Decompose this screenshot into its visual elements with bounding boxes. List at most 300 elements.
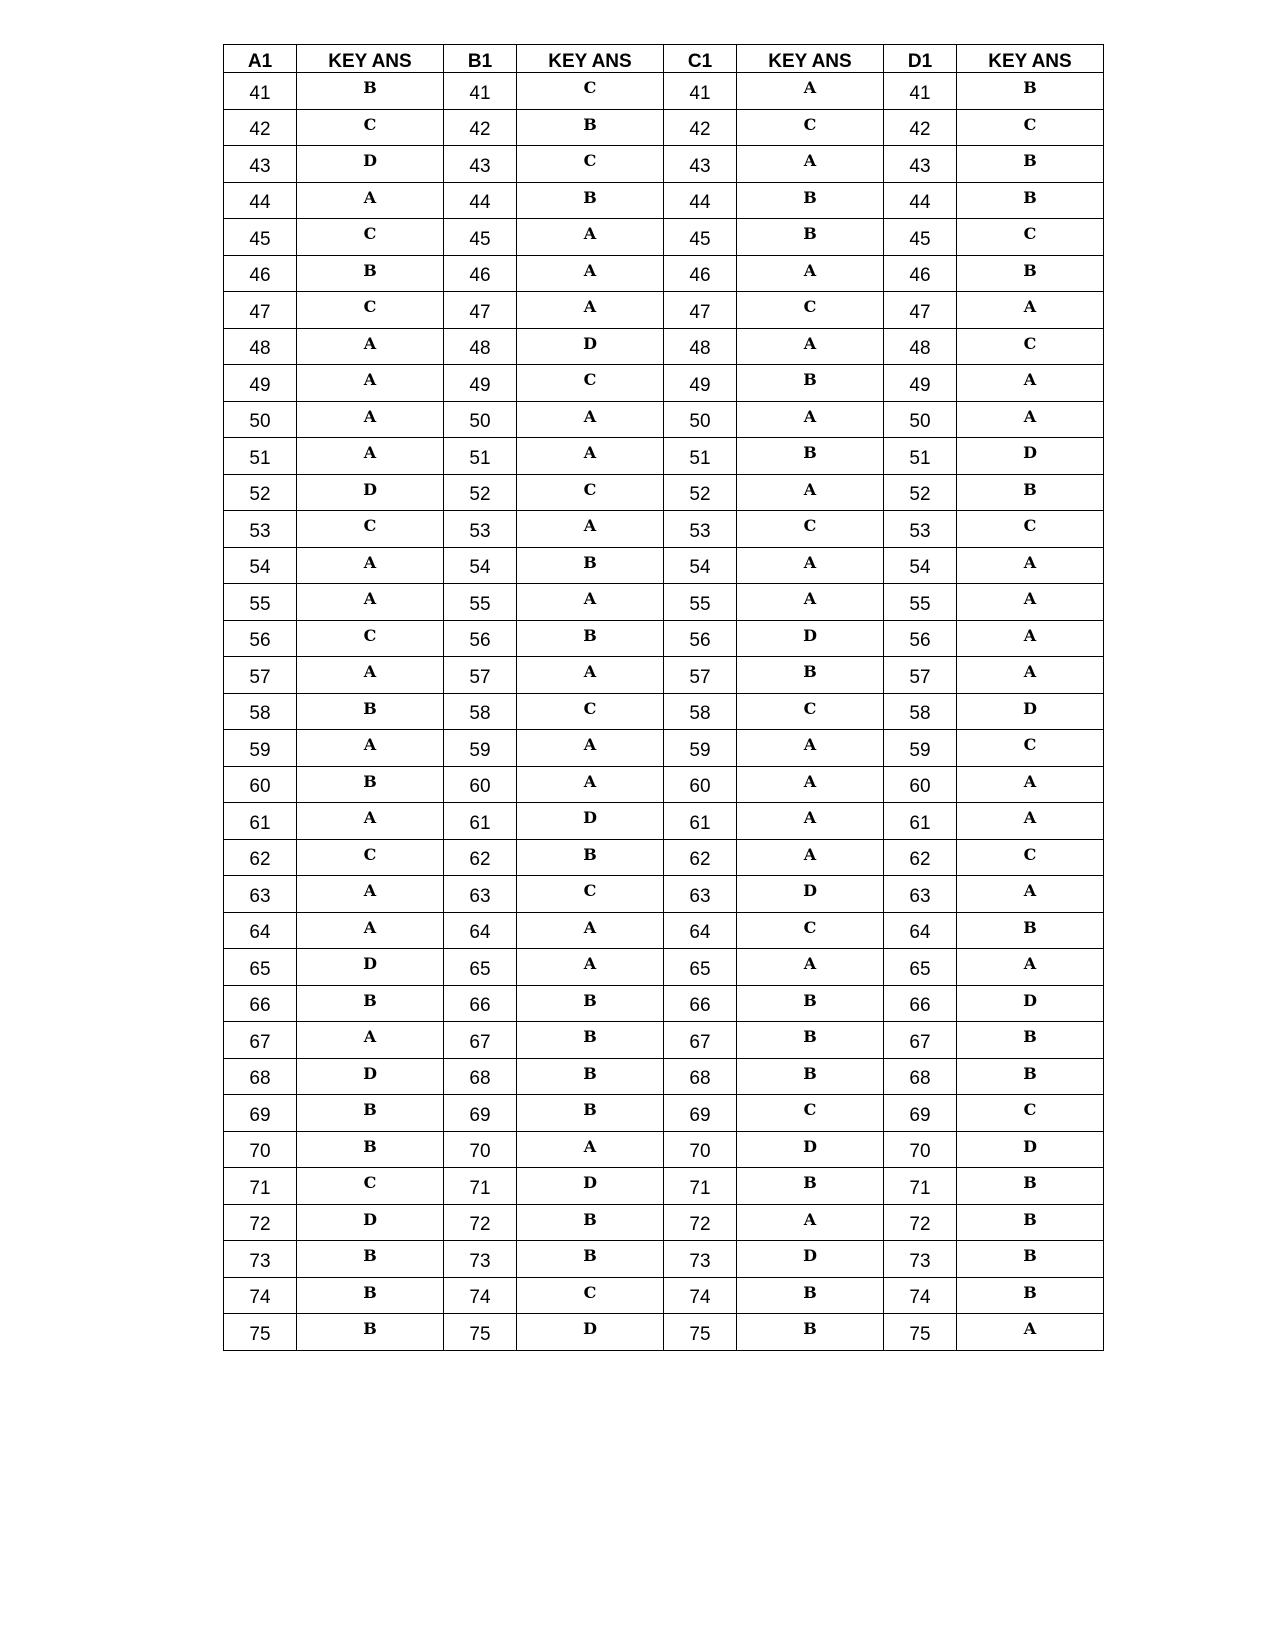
question-number-c1: 59 bbox=[664, 730, 737, 767]
key-answer-c1: C bbox=[737, 693, 884, 730]
key-answer-a1: B bbox=[297, 693, 444, 730]
question-number-c1: 46 bbox=[664, 255, 737, 292]
question-number-c1: 66 bbox=[664, 985, 737, 1022]
question-number-c1: 42 bbox=[664, 109, 737, 146]
question-number-a1: 58 bbox=[224, 693, 297, 730]
key-answer-c1: A bbox=[737, 73, 884, 110]
key-answer-b1: B bbox=[517, 985, 664, 1022]
key-answer-c1: B bbox=[737, 1058, 884, 1095]
key-answer-b1: A bbox=[517, 949, 664, 986]
question-number-d1: 45 bbox=[884, 219, 957, 256]
question-number-b1: 63 bbox=[444, 876, 517, 913]
key-answer-b1: A bbox=[517, 766, 664, 803]
key-answer-c1: B bbox=[737, 1022, 884, 1059]
header-key-ans-a1: KEY ANS bbox=[297, 45, 444, 73]
question-number-c1: 67 bbox=[664, 1022, 737, 1059]
question-number-a1: 66 bbox=[224, 985, 297, 1022]
table-row bbox=[224, 1022, 1104, 1059]
question-number-b1: 50 bbox=[444, 401, 517, 438]
key-answer-c1: B bbox=[737, 1314, 884, 1351]
question-number-d1: 60 bbox=[884, 766, 957, 803]
question-number-d1: 66 bbox=[884, 985, 957, 1022]
question-number-b1: 52 bbox=[444, 474, 517, 511]
question-number-d1: 68 bbox=[884, 1058, 957, 1095]
table-row bbox=[224, 1058, 1104, 1095]
key-answer-a1: B bbox=[297, 1277, 444, 1314]
key-answer-b1: B bbox=[517, 109, 664, 146]
question-number-a1: 56 bbox=[224, 620, 297, 657]
table-row bbox=[224, 985, 1104, 1022]
key-answer-d1: D bbox=[957, 693, 1104, 730]
question-number-d1: 72 bbox=[884, 1204, 957, 1241]
key-answer-a1: A bbox=[297, 730, 444, 767]
key-answer-b1: B bbox=[517, 1204, 664, 1241]
question-number-b1: 48 bbox=[444, 328, 517, 365]
question-number-b1: 61 bbox=[444, 803, 517, 840]
key-answer-d1: B bbox=[957, 182, 1104, 219]
key-answer-c1: A bbox=[737, 146, 884, 183]
question-number-c1: 55 bbox=[664, 584, 737, 621]
key-answer-c1: B bbox=[737, 219, 884, 256]
key-answer-a1: A bbox=[297, 584, 444, 621]
key-answer-a1: C bbox=[297, 620, 444, 657]
key-answer-d1: B bbox=[957, 1168, 1104, 1205]
key-answer-c1: C bbox=[737, 292, 884, 329]
header-set-b1: B1 bbox=[444, 45, 517, 73]
key-answer-a1: B bbox=[297, 1131, 444, 1168]
table-row bbox=[224, 657, 1104, 694]
question-number-a1: 44 bbox=[224, 182, 297, 219]
question-number-d1: 53 bbox=[884, 511, 957, 548]
question-number-c1: 71 bbox=[664, 1168, 737, 1205]
question-number-c1: 51 bbox=[664, 438, 737, 475]
key-answer-d1: A bbox=[957, 547, 1104, 584]
question-number-b1: 55 bbox=[444, 584, 517, 621]
table-row bbox=[224, 146, 1104, 183]
key-answer-d1: C bbox=[957, 1095, 1104, 1132]
key-answer-b1: D bbox=[517, 1314, 664, 1351]
question-number-b1: 45 bbox=[444, 219, 517, 256]
question-number-d1: 46 bbox=[884, 255, 957, 292]
key-answer-d1: A bbox=[957, 949, 1104, 986]
key-answer-d1: C bbox=[957, 328, 1104, 365]
key-answer-c1: D bbox=[737, 1241, 884, 1278]
table-row bbox=[224, 1277, 1104, 1314]
key-answer-b1: A bbox=[517, 912, 664, 949]
key-answer-c1: C bbox=[737, 511, 884, 548]
question-number-c1: 56 bbox=[664, 620, 737, 657]
key-answer-c1: A bbox=[737, 803, 884, 840]
key-answer-a1: A bbox=[297, 438, 444, 475]
key-answer-d1: A bbox=[957, 620, 1104, 657]
key-answer-b1: A bbox=[517, 438, 664, 475]
key-answer-c1: A bbox=[737, 1204, 884, 1241]
key-answer-d1: A bbox=[957, 876, 1104, 913]
question-number-a1: 69 bbox=[224, 1095, 297, 1132]
table-row bbox=[224, 1314, 1104, 1351]
key-answer-b1: A bbox=[517, 401, 664, 438]
question-number-a1: 47 bbox=[224, 292, 297, 329]
key-answer-b1: A bbox=[517, 255, 664, 292]
question-number-d1: 70 bbox=[884, 1131, 957, 1168]
table-row bbox=[224, 182, 1104, 219]
question-number-a1: 46 bbox=[224, 255, 297, 292]
question-number-c1: 43 bbox=[664, 146, 737, 183]
question-number-a1: 74 bbox=[224, 1277, 297, 1314]
question-number-b1: 65 bbox=[444, 949, 517, 986]
key-answer-d1: B bbox=[957, 1241, 1104, 1278]
question-number-c1: 73 bbox=[664, 1241, 737, 1278]
key-answer-b1: B bbox=[517, 620, 664, 657]
question-number-c1: 58 bbox=[664, 693, 737, 730]
table-row bbox=[224, 547, 1104, 584]
key-answer-d1: B bbox=[957, 1022, 1104, 1059]
key-answer-b1: A bbox=[517, 511, 664, 548]
question-number-b1: 73 bbox=[444, 1241, 517, 1278]
question-number-a1: 67 bbox=[224, 1022, 297, 1059]
question-number-c1: 60 bbox=[664, 766, 737, 803]
question-number-c1: 47 bbox=[664, 292, 737, 329]
question-number-d1: 44 bbox=[884, 182, 957, 219]
question-number-a1: 61 bbox=[224, 803, 297, 840]
key-answer-d1: C bbox=[957, 109, 1104, 146]
key-answer-b1: D bbox=[517, 803, 664, 840]
table-row bbox=[224, 620, 1104, 657]
table-row bbox=[224, 109, 1104, 146]
key-answer-d1: C bbox=[957, 839, 1104, 876]
key-answer-c1: B bbox=[737, 1277, 884, 1314]
key-answer-b1: D bbox=[517, 328, 664, 365]
question-number-a1: 48 bbox=[224, 328, 297, 365]
question-number-b1: 69 bbox=[444, 1095, 517, 1132]
question-number-b1: 70 bbox=[444, 1131, 517, 1168]
question-number-a1: 59 bbox=[224, 730, 297, 767]
key-answer-c1: B bbox=[737, 365, 884, 402]
question-number-d1: 73 bbox=[884, 1241, 957, 1278]
key-answer-b1: A bbox=[517, 584, 664, 621]
question-number-a1: 64 bbox=[224, 912, 297, 949]
table-row bbox=[224, 584, 1104, 621]
key-answer-c1: B bbox=[737, 182, 884, 219]
question-number-b1: 59 bbox=[444, 730, 517, 767]
table-row bbox=[224, 1131, 1104, 1168]
table-row bbox=[224, 73, 1104, 110]
question-number-c1: 74 bbox=[664, 1277, 737, 1314]
table-row bbox=[224, 1095, 1104, 1132]
table-row bbox=[224, 328, 1104, 365]
question-number-b1: 71 bbox=[444, 1168, 517, 1205]
question-number-c1: 68 bbox=[664, 1058, 737, 1095]
table-header bbox=[224, 45, 1104, 73]
key-answer-a1: A bbox=[297, 401, 444, 438]
table-row bbox=[224, 219, 1104, 256]
answer-key-table bbox=[223, 44, 1104, 1351]
table-row bbox=[224, 438, 1104, 475]
header-set-a1: A1 bbox=[224, 45, 297, 73]
question-number-c1: 41 bbox=[664, 73, 737, 110]
key-answer-d1: C bbox=[957, 511, 1104, 548]
question-number-b1: 46 bbox=[444, 255, 517, 292]
key-answer-d1: A bbox=[957, 803, 1104, 840]
key-answer-b1: B bbox=[517, 839, 664, 876]
key-answer-c1: B bbox=[737, 985, 884, 1022]
table-row bbox=[224, 839, 1104, 876]
key-answer-b1: B bbox=[517, 547, 664, 584]
key-answer-c1: A bbox=[737, 474, 884, 511]
question-number-d1: 41 bbox=[884, 73, 957, 110]
question-number-d1: 64 bbox=[884, 912, 957, 949]
table-row bbox=[224, 365, 1104, 402]
question-number-d1: 50 bbox=[884, 401, 957, 438]
question-number-a1: 53 bbox=[224, 511, 297, 548]
question-number-a1: 55 bbox=[224, 584, 297, 621]
key-answer-c1: A bbox=[737, 328, 884, 365]
question-number-c1: 45 bbox=[664, 219, 737, 256]
key-answer-d1: B bbox=[957, 1204, 1104, 1241]
table-row bbox=[224, 1204, 1104, 1241]
key-answer-b1: D bbox=[517, 1168, 664, 1205]
key-answer-d1: A bbox=[957, 292, 1104, 329]
key-answer-d1: D bbox=[957, 1131, 1104, 1168]
key-answer-d1: B bbox=[957, 912, 1104, 949]
key-answer-d1: A bbox=[957, 401, 1104, 438]
header-set-d1: D1 bbox=[884, 45, 957, 73]
key-answer-b1: B bbox=[517, 182, 664, 219]
question-number-b1: 66 bbox=[444, 985, 517, 1022]
question-number-c1: 65 bbox=[664, 949, 737, 986]
key-answer-b1: B bbox=[517, 1095, 664, 1132]
question-number-b1: 58 bbox=[444, 693, 517, 730]
question-number-a1: 49 bbox=[224, 365, 297, 402]
key-answer-c1: A bbox=[737, 547, 884, 584]
key-answer-d1: B bbox=[957, 73, 1104, 110]
question-number-d1: 69 bbox=[884, 1095, 957, 1132]
question-number-b1: 68 bbox=[444, 1058, 517, 1095]
key-answer-a1: A bbox=[297, 1022, 444, 1059]
question-number-d1: 57 bbox=[884, 657, 957, 694]
question-number-a1: 62 bbox=[224, 839, 297, 876]
key-answer-a1: D bbox=[297, 146, 444, 183]
key-answer-a1: C bbox=[297, 1168, 444, 1205]
key-answer-d1: A bbox=[957, 766, 1104, 803]
key-answer-b1: C bbox=[517, 146, 664, 183]
question-number-b1: 49 bbox=[444, 365, 517, 402]
key-answer-d1: B bbox=[957, 1277, 1104, 1314]
question-number-b1: 62 bbox=[444, 839, 517, 876]
key-answer-d1: A bbox=[957, 657, 1104, 694]
question-number-d1: 49 bbox=[884, 365, 957, 402]
header-row bbox=[224, 45, 1104, 73]
key-answer-c1: A bbox=[737, 401, 884, 438]
key-answer-a1: A bbox=[297, 876, 444, 913]
question-number-c1: 69 bbox=[664, 1095, 737, 1132]
key-answer-c1: D bbox=[737, 876, 884, 913]
question-number-c1: 48 bbox=[664, 328, 737, 365]
question-number-d1: 61 bbox=[884, 803, 957, 840]
key-answer-d1: D bbox=[957, 985, 1104, 1022]
table-row bbox=[224, 730, 1104, 767]
key-answer-a1: C bbox=[297, 109, 444, 146]
key-answer-d1: A bbox=[957, 365, 1104, 402]
key-answer-b1: B bbox=[517, 1022, 664, 1059]
table-row bbox=[224, 693, 1104, 730]
question-number-d1: 54 bbox=[884, 547, 957, 584]
question-number-b1: 42 bbox=[444, 109, 517, 146]
key-answer-c1: D bbox=[737, 620, 884, 657]
question-number-c1: 54 bbox=[664, 547, 737, 584]
table-row bbox=[224, 292, 1104, 329]
key-answer-d1: C bbox=[957, 730, 1104, 767]
table-row bbox=[224, 255, 1104, 292]
question-number-a1: 43 bbox=[224, 146, 297, 183]
table-row bbox=[224, 912, 1104, 949]
question-number-a1: 41 bbox=[224, 73, 297, 110]
question-number-a1: 72 bbox=[224, 1204, 297, 1241]
question-number-a1: 51 bbox=[224, 438, 297, 475]
key-answer-b1: A bbox=[517, 1131, 664, 1168]
question-number-c1: 64 bbox=[664, 912, 737, 949]
key-answer-a1: C bbox=[297, 511, 444, 548]
table-row bbox=[224, 803, 1104, 840]
question-number-d1: 62 bbox=[884, 839, 957, 876]
question-number-b1: 67 bbox=[444, 1022, 517, 1059]
question-number-c1: 53 bbox=[664, 511, 737, 548]
key-answer-d1: C bbox=[957, 219, 1104, 256]
key-answer-b1: C bbox=[517, 474, 664, 511]
key-answer-a1: B bbox=[297, 1095, 444, 1132]
key-answer-a1: B bbox=[297, 1314, 444, 1351]
key-answer-b1: C bbox=[517, 693, 664, 730]
table-body bbox=[224, 73, 1104, 1351]
question-number-d1: 65 bbox=[884, 949, 957, 986]
question-number-b1: 57 bbox=[444, 657, 517, 694]
question-number-d1: 56 bbox=[884, 620, 957, 657]
question-number-d1: 47 bbox=[884, 292, 957, 329]
key-answer-c1: D bbox=[737, 1131, 884, 1168]
key-answer-d1: B bbox=[957, 474, 1104, 511]
question-number-d1: 71 bbox=[884, 1168, 957, 1205]
question-number-a1: 75 bbox=[224, 1314, 297, 1351]
question-number-d1: 55 bbox=[884, 584, 957, 621]
key-answer-d1: A bbox=[957, 584, 1104, 621]
key-answer-a1: A bbox=[297, 803, 444, 840]
key-answer-b1: C bbox=[517, 365, 664, 402]
question-number-a1: 52 bbox=[224, 474, 297, 511]
question-number-c1: 62 bbox=[664, 839, 737, 876]
header-key-ans-b1: KEY ANS bbox=[517, 45, 664, 73]
question-number-c1: 72 bbox=[664, 1204, 737, 1241]
question-number-d1: 52 bbox=[884, 474, 957, 511]
question-number-c1: 50 bbox=[664, 401, 737, 438]
key-answer-c1: A bbox=[737, 255, 884, 292]
key-answer-b1: B bbox=[517, 1058, 664, 1095]
header-key-ans-d1: KEY ANS bbox=[957, 45, 1104, 73]
key-answer-c1: B bbox=[737, 657, 884, 694]
key-answer-c1: C bbox=[737, 1095, 884, 1132]
key-answer-a1: D bbox=[297, 474, 444, 511]
key-answer-d1: B bbox=[957, 255, 1104, 292]
key-answer-d1: A bbox=[957, 1314, 1104, 1351]
key-answer-a1: B bbox=[297, 766, 444, 803]
key-answer-b1: A bbox=[517, 657, 664, 694]
key-answer-d1: B bbox=[957, 1058, 1104, 1095]
question-number-d1: 59 bbox=[884, 730, 957, 767]
question-number-c1: 57 bbox=[664, 657, 737, 694]
table-row bbox=[224, 766, 1104, 803]
key-answer-c1: A bbox=[737, 730, 884, 767]
key-answer-b1: A bbox=[517, 219, 664, 256]
question-number-c1: 63 bbox=[664, 876, 737, 913]
question-number-c1: 70 bbox=[664, 1131, 737, 1168]
question-number-b1: 64 bbox=[444, 912, 517, 949]
key-answer-a1: C bbox=[297, 839, 444, 876]
key-answer-d1: D bbox=[957, 438, 1104, 475]
key-answer-b1: A bbox=[517, 730, 664, 767]
question-number-b1: 43 bbox=[444, 146, 517, 183]
table-row bbox=[224, 876, 1104, 913]
question-number-b1: 44 bbox=[444, 182, 517, 219]
key-answer-c1: A bbox=[737, 839, 884, 876]
key-answer-a1: D bbox=[297, 1058, 444, 1095]
table-row bbox=[224, 1241, 1104, 1278]
question-number-b1: 75 bbox=[444, 1314, 517, 1351]
key-answer-c1: C bbox=[737, 109, 884, 146]
key-answer-a1: B bbox=[297, 1241, 444, 1278]
key-answer-a1: D bbox=[297, 949, 444, 986]
header-set-c1: C1 bbox=[664, 45, 737, 73]
key-answer-b1: A bbox=[517, 292, 664, 329]
question-number-d1: 75 bbox=[884, 1314, 957, 1351]
question-number-d1: 63 bbox=[884, 876, 957, 913]
key-answer-a1: B bbox=[297, 73, 444, 110]
question-number-a1: 65 bbox=[224, 949, 297, 986]
question-number-a1: 54 bbox=[224, 547, 297, 584]
table-row bbox=[224, 1168, 1104, 1205]
table-row bbox=[224, 949, 1104, 986]
question-number-b1: 60 bbox=[444, 766, 517, 803]
question-number-d1: 58 bbox=[884, 693, 957, 730]
key-answer-a1: A bbox=[297, 657, 444, 694]
question-number-d1: 74 bbox=[884, 1277, 957, 1314]
question-number-d1: 51 bbox=[884, 438, 957, 475]
key-answer-b1: B bbox=[517, 1241, 664, 1278]
question-number-a1: 57 bbox=[224, 657, 297, 694]
question-number-d1: 43 bbox=[884, 146, 957, 183]
question-number-b1: 47 bbox=[444, 292, 517, 329]
question-number-a1: 68 bbox=[224, 1058, 297, 1095]
key-answer-c1: A bbox=[737, 949, 884, 986]
question-number-b1: 51 bbox=[444, 438, 517, 475]
question-number-b1: 54 bbox=[444, 547, 517, 584]
question-number-b1: 56 bbox=[444, 620, 517, 657]
question-number-a1: 45 bbox=[224, 219, 297, 256]
question-number-c1: 49 bbox=[664, 365, 737, 402]
question-number-a1: 60 bbox=[224, 766, 297, 803]
header-key-ans-c1: KEY ANS bbox=[737, 45, 884, 73]
key-answer-a1: D bbox=[297, 1204, 444, 1241]
question-number-d1: 42 bbox=[884, 109, 957, 146]
key-answer-a1: C bbox=[297, 219, 444, 256]
question-number-c1: 52 bbox=[664, 474, 737, 511]
key-answer-c1: A bbox=[737, 766, 884, 803]
key-answer-a1: A bbox=[297, 912, 444, 949]
key-answer-a1: A bbox=[297, 547, 444, 584]
key-answer-a1: A bbox=[297, 328, 444, 365]
key-answer-b1: C bbox=[517, 1277, 664, 1314]
key-answer-c1: A bbox=[737, 584, 884, 621]
table-row bbox=[224, 474, 1104, 511]
question-number-a1: 73 bbox=[224, 1241, 297, 1278]
